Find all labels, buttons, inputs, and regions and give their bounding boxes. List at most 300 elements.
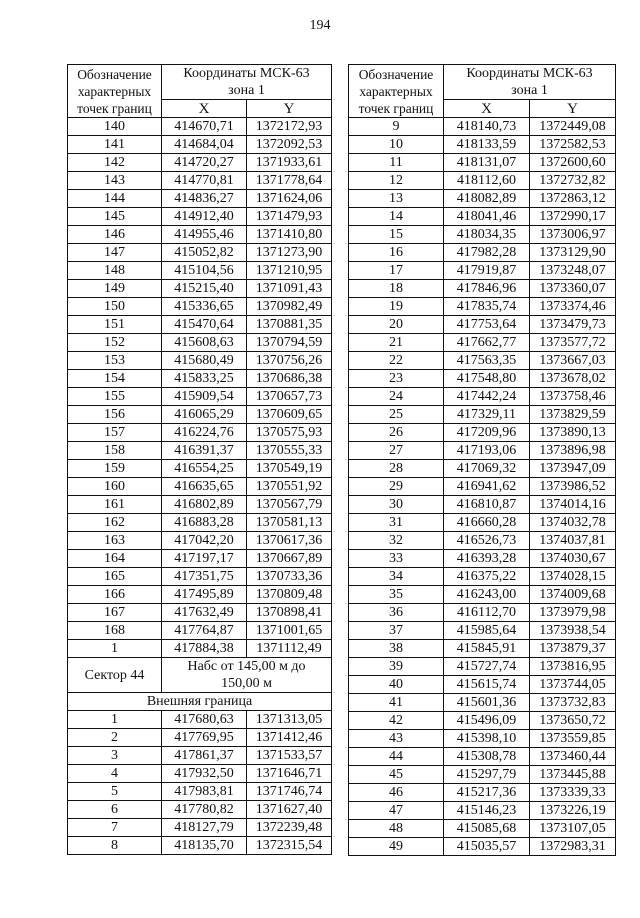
table-row xyxy=(68,514,332,532)
point-number: 1 xyxy=(68,711,162,729)
sector-name: Сектор 44 xyxy=(68,658,162,693)
coord-x: 418041,46 xyxy=(444,208,530,226)
point-number: 20 xyxy=(349,316,444,334)
table-row xyxy=(68,711,332,729)
coord-x: 416112,70 xyxy=(444,604,530,622)
coord-y: 1372449,08 xyxy=(530,118,616,136)
coord-y: 1373979,98 xyxy=(530,604,616,622)
coord-x: 417780,82 xyxy=(162,801,247,819)
coord-x: 415035,57 xyxy=(444,838,530,856)
coord-y: 1374014,16 xyxy=(530,496,616,514)
coord-y: 1370555,33 xyxy=(247,442,332,460)
point-number: 163 xyxy=(68,532,162,550)
coord-y: 1370657,73 xyxy=(247,388,332,406)
coord-y: 1373896,98 xyxy=(530,442,616,460)
coord-x: 417329,11 xyxy=(444,406,530,424)
table-row xyxy=(349,172,616,190)
coord-x: 417932,50 xyxy=(162,765,247,783)
table-row xyxy=(349,712,616,730)
coord-x: 415297,79 xyxy=(444,766,530,784)
table-row xyxy=(349,658,616,676)
point-number: 32 xyxy=(349,532,444,550)
coord-y: 1370756,26 xyxy=(247,352,332,370)
table-row xyxy=(349,190,616,208)
coord-x: 417753,64 xyxy=(444,316,530,334)
table-row xyxy=(349,640,616,658)
table-row xyxy=(68,801,332,819)
coord-y: 1373248,07 xyxy=(530,262,616,280)
coord-x: 416391,37 xyxy=(162,442,247,460)
sector-height: Набс от 145,00 м до 150,00 м xyxy=(162,658,332,693)
coord-x: 415336,65 xyxy=(162,298,247,316)
coord-x: 415985,64 xyxy=(444,622,530,640)
table-row xyxy=(68,604,332,622)
point-number: 155 xyxy=(68,388,162,406)
coord-y: 1373577,72 xyxy=(530,334,616,352)
table-row xyxy=(349,352,616,370)
coord-y: 1373667,03 xyxy=(530,352,616,370)
sector-row xyxy=(68,658,332,693)
coord-x: 416393,28 xyxy=(444,550,530,568)
point-number: 154 xyxy=(68,370,162,388)
coord-y: 1373744,05 xyxy=(530,676,616,694)
coord-y: 1370581,13 xyxy=(247,514,332,532)
header-x: X xyxy=(162,100,247,118)
coord-y: 1371001,65 xyxy=(247,622,332,640)
point-number: 25 xyxy=(349,406,444,424)
table-row xyxy=(68,550,332,568)
point-number: 10 xyxy=(349,136,444,154)
table-row xyxy=(68,424,332,442)
left-rows-bottom xyxy=(68,711,332,855)
coord-x: 418131,07 xyxy=(444,154,530,172)
table-row xyxy=(349,208,616,226)
outer-boundary-label: Внешняя граница xyxy=(68,693,332,711)
coord-y: 1370609,65 xyxy=(247,406,332,424)
coord-y: 1371646,71 xyxy=(247,765,332,783)
table-row xyxy=(349,730,616,748)
coord-y: 1373006,97 xyxy=(530,226,616,244)
point-number: 27 xyxy=(349,442,444,460)
table-row xyxy=(68,783,332,801)
table-row xyxy=(68,190,332,208)
coord-x: 415052,82 xyxy=(162,244,247,262)
table-row xyxy=(349,838,616,856)
coord-y: 1370898,41 xyxy=(247,604,332,622)
point-number: 31 xyxy=(349,514,444,532)
coord-x: 417764,87 xyxy=(162,622,247,640)
table-row xyxy=(68,352,332,370)
coord-x: 414836,27 xyxy=(162,190,247,208)
point-number: 161 xyxy=(68,496,162,514)
coord-y: 1371112,49 xyxy=(247,640,332,658)
point-number: 141 xyxy=(68,136,162,154)
coord-y: 1371746,74 xyxy=(247,783,332,801)
table-row xyxy=(349,136,616,154)
point-number: 140 xyxy=(68,118,162,136)
point-number: 34 xyxy=(349,568,444,586)
point-number: 159 xyxy=(68,460,162,478)
table-row xyxy=(349,118,616,136)
coord-y: 1370575,93 xyxy=(247,424,332,442)
point-number: 149 xyxy=(68,280,162,298)
coord-y: 1373890,13 xyxy=(530,424,616,442)
coord-y: 1372092,53 xyxy=(247,136,332,154)
coord-x: 414670,71 xyxy=(162,118,247,136)
point-number: 17 xyxy=(349,262,444,280)
coord-y: 1371933,61 xyxy=(247,154,332,172)
point-number: 3 xyxy=(68,747,162,765)
coord-x: 415104,56 xyxy=(162,262,247,280)
coord-y: 1373816,95 xyxy=(530,658,616,676)
point-number: 42 xyxy=(349,712,444,730)
point-number: 37 xyxy=(349,622,444,640)
header-point-label: Обозначение характерных точек границ xyxy=(68,65,162,118)
table-row xyxy=(68,136,332,154)
header-coordinate-system: Координаты МСК-63 зона 1 xyxy=(444,65,616,100)
table-row xyxy=(68,837,332,855)
point-number: 144 xyxy=(68,190,162,208)
point-number: 24 xyxy=(349,388,444,406)
table-row xyxy=(68,586,332,604)
table-row xyxy=(349,802,616,820)
header-coordinate-system: Координаты МСК-63 зона 1 xyxy=(162,65,332,100)
page-number: 194 xyxy=(309,18,331,33)
coord-y: 1370733,36 xyxy=(247,568,332,586)
coord-x: 417069,32 xyxy=(444,460,530,478)
table-row xyxy=(68,298,332,316)
table-row xyxy=(68,334,332,352)
coord-x: 417548,80 xyxy=(444,370,530,388)
coord-x: 417680,63 xyxy=(162,711,247,729)
table-row xyxy=(349,244,616,262)
coord-y: 1372863,12 xyxy=(530,190,616,208)
coord-x: 416375,22 xyxy=(444,568,530,586)
point-number: 167 xyxy=(68,604,162,622)
table-row xyxy=(349,820,616,838)
table-row xyxy=(68,388,332,406)
coord-y: 1373479,73 xyxy=(530,316,616,334)
point-number: 18 xyxy=(349,280,444,298)
table-row xyxy=(349,676,616,694)
coord-x: 414684,04 xyxy=(162,136,247,154)
coord-x: 417632,49 xyxy=(162,604,247,622)
table-row xyxy=(349,298,616,316)
table-row xyxy=(68,478,332,496)
point-number: 11 xyxy=(349,154,444,172)
coord-x: 417983,81 xyxy=(162,783,247,801)
coord-y: 1374030,67 xyxy=(530,550,616,568)
table-row xyxy=(68,819,332,837)
point-number: 150 xyxy=(68,298,162,316)
coord-x: 415727,74 xyxy=(444,658,530,676)
coord-y: 1371410,80 xyxy=(247,226,332,244)
coord-x: 416941,62 xyxy=(444,478,530,496)
table-row xyxy=(68,316,332,334)
coord-y: 1373339,33 xyxy=(530,784,616,802)
coord-y: 1373829,59 xyxy=(530,406,616,424)
coord-x: 416660,28 xyxy=(444,514,530,532)
point-number: 36 xyxy=(349,604,444,622)
coord-y: 1371412,46 xyxy=(247,729,332,747)
coord-y: 1373445,88 xyxy=(530,766,616,784)
table-row xyxy=(68,622,332,640)
table-row xyxy=(349,226,616,244)
table-row xyxy=(68,280,332,298)
coord-y: 1372315,54 xyxy=(247,837,332,855)
point-number: 14 xyxy=(349,208,444,226)
point-number: 22 xyxy=(349,352,444,370)
coord-x: 415601,36 xyxy=(444,694,530,712)
coord-x: 417919,87 xyxy=(444,262,530,280)
point-number: 15 xyxy=(349,226,444,244)
point-number: 160 xyxy=(68,478,162,496)
point-number: 30 xyxy=(349,496,444,514)
coord-y: 1373360,07 xyxy=(530,280,616,298)
point-number: 151 xyxy=(68,316,162,334)
coord-y: 1370551,92 xyxy=(247,478,332,496)
coord-x: 415680,49 xyxy=(162,352,247,370)
coord-y: 1373650,72 xyxy=(530,712,616,730)
coord-y: 1371533,57 xyxy=(247,747,332,765)
coord-y: 1371479,93 xyxy=(247,208,332,226)
point-number: 157 xyxy=(68,424,162,442)
table-row xyxy=(68,370,332,388)
coord-y: 1371313,05 xyxy=(247,711,332,729)
coord-y: 1371273,90 xyxy=(247,244,332,262)
point-number: 43 xyxy=(349,730,444,748)
table-row xyxy=(349,622,616,640)
table-row xyxy=(349,784,616,802)
point-number: 35 xyxy=(349,586,444,604)
coord-x: 416883,28 xyxy=(162,514,247,532)
point-number: 165 xyxy=(68,568,162,586)
table-row xyxy=(349,460,616,478)
point-number: 143 xyxy=(68,172,162,190)
point-number: 168 xyxy=(68,622,162,640)
coord-y: 1374009,68 xyxy=(530,586,616,604)
coord-y: 1372582,53 xyxy=(530,136,616,154)
coord-x: 415146,23 xyxy=(444,802,530,820)
coord-x: 414955,46 xyxy=(162,226,247,244)
coord-x: 416554,25 xyxy=(162,460,247,478)
header-x: X xyxy=(444,100,530,118)
point-number: 48 xyxy=(349,820,444,838)
table-row xyxy=(349,694,616,712)
coord-y: 1372239,48 xyxy=(247,819,332,837)
coord-y: 1371210,95 xyxy=(247,262,332,280)
coord-y: 1372983,31 xyxy=(530,838,616,856)
point-number: 166 xyxy=(68,586,162,604)
point-number: 41 xyxy=(349,694,444,712)
coordinates-table-right xyxy=(348,64,616,856)
point-number: 8 xyxy=(68,837,162,855)
point-number: 148 xyxy=(68,262,162,280)
table-row xyxy=(349,550,616,568)
table-row xyxy=(68,496,332,514)
coord-x: 418127,79 xyxy=(162,819,247,837)
point-number: 142 xyxy=(68,154,162,172)
coordinates-table-left xyxy=(67,64,332,855)
table-row xyxy=(68,244,332,262)
coord-y: 1372990,17 xyxy=(530,208,616,226)
table-row xyxy=(349,280,616,298)
point-number: 47 xyxy=(349,802,444,820)
table-row xyxy=(68,154,332,172)
coord-y: 1373226,19 xyxy=(530,802,616,820)
coord-y: 1370686,38 xyxy=(247,370,332,388)
coord-x: 417884,38 xyxy=(162,640,247,658)
coord-y: 1370809,48 xyxy=(247,586,332,604)
table-row xyxy=(349,316,616,334)
point-number: 29 xyxy=(349,478,444,496)
table-row xyxy=(68,208,332,226)
coord-y: 1374032,78 xyxy=(530,514,616,532)
table-row xyxy=(68,262,332,280)
table-row xyxy=(349,766,616,784)
point-number: 153 xyxy=(68,352,162,370)
coord-x: 415470,64 xyxy=(162,316,247,334)
point-number: 28 xyxy=(349,460,444,478)
point-number: 33 xyxy=(349,550,444,568)
table-row xyxy=(349,262,616,280)
point-number: 2 xyxy=(68,729,162,747)
table-row xyxy=(349,586,616,604)
coord-x: 415398,10 xyxy=(444,730,530,748)
table-row xyxy=(349,388,616,406)
coord-y: 1373129,90 xyxy=(530,244,616,262)
coord-x: 417662,77 xyxy=(444,334,530,352)
coord-x: 417209,96 xyxy=(444,424,530,442)
table-row xyxy=(349,568,616,586)
point-number: 156 xyxy=(68,406,162,424)
coord-x: 417495,89 xyxy=(162,586,247,604)
point-number: 162 xyxy=(68,514,162,532)
coord-y: 1373879,37 xyxy=(530,640,616,658)
point-number: 39 xyxy=(349,658,444,676)
coord-x: 417835,74 xyxy=(444,298,530,316)
coord-x: 417982,28 xyxy=(444,244,530,262)
coord-x: 418082,89 xyxy=(444,190,530,208)
coord-x: 414912,40 xyxy=(162,208,247,226)
table-row xyxy=(349,154,616,172)
coord-x: 417861,37 xyxy=(162,747,247,765)
coord-y: 1370549,19 xyxy=(247,460,332,478)
coord-y: 1374037,81 xyxy=(530,532,616,550)
coord-x: 418140,73 xyxy=(444,118,530,136)
point-number: 147 xyxy=(68,244,162,262)
point-number: 40 xyxy=(349,676,444,694)
coord-y: 1370881,35 xyxy=(247,316,332,334)
coord-x: 414720,27 xyxy=(162,154,247,172)
outer-boundary-row xyxy=(68,693,332,711)
point-number: 44 xyxy=(349,748,444,766)
coord-y: 1373947,09 xyxy=(530,460,616,478)
coord-x: 417442,24 xyxy=(444,388,530,406)
coord-x: 417769,95 xyxy=(162,729,247,747)
header-y: Y xyxy=(530,100,616,118)
header-y: Y xyxy=(247,100,332,118)
coord-x: 416526,73 xyxy=(444,532,530,550)
coord-x: 418112,60 xyxy=(444,172,530,190)
coord-x: 415845,91 xyxy=(444,640,530,658)
coord-x: 417846,96 xyxy=(444,280,530,298)
coord-x: 415496,09 xyxy=(444,712,530,730)
point-number: 5 xyxy=(68,783,162,801)
point-number: 4 xyxy=(68,765,162,783)
point-number: 6 xyxy=(68,801,162,819)
coord-y: 1373986,52 xyxy=(530,478,616,496)
coord-x: 416224,76 xyxy=(162,424,247,442)
point-number: 23 xyxy=(349,370,444,388)
point-number: 9 xyxy=(349,118,444,136)
table-row xyxy=(349,496,616,514)
point-number: 49 xyxy=(349,838,444,856)
coord-y: 1373758,46 xyxy=(530,388,616,406)
point-number: 152 xyxy=(68,334,162,352)
table-row xyxy=(349,748,616,766)
point-number: 13 xyxy=(349,190,444,208)
coord-x: 418133,59 xyxy=(444,136,530,154)
table-row xyxy=(349,334,616,352)
coord-y: 1373678,02 xyxy=(530,370,616,388)
coord-y: 1373107,05 xyxy=(530,820,616,838)
coord-y: 1371627,40 xyxy=(247,801,332,819)
table-row xyxy=(68,765,332,783)
table-row xyxy=(68,640,332,658)
coord-y: 1371624,06 xyxy=(247,190,332,208)
header-point-label: Обозначение характерных точек границ xyxy=(349,65,444,118)
right-rows xyxy=(349,118,616,856)
point-number: 45 xyxy=(349,766,444,784)
coord-x: 416635,65 xyxy=(162,478,247,496)
coord-y: 1373374,46 xyxy=(530,298,616,316)
table-row xyxy=(68,118,332,136)
coord-x: 415608,63 xyxy=(162,334,247,352)
coord-x: 415308,78 xyxy=(444,748,530,766)
coord-y: 1373559,85 xyxy=(530,730,616,748)
coord-y: 1371091,43 xyxy=(247,280,332,298)
coord-x: 416243,00 xyxy=(444,586,530,604)
coord-x: 415217,36 xyxy=(444,784,530,802)
coord-y: 1372172,93 xyxy=(247,118,332,136)
table-row xyxy=(68,747,332,765)
table-row xyxy=(68,460,332,478)
coord-y: 1371778,64 xyxy=(247,172,332,190)
table-row xyxy=(349,406,616,424)
point-number: 158 xyxy=(68,442,162,460)
point-number: 19 xyxy=(349,298,444,316)
coord-x: 415833,25 xyxy=(162,370,247,388)
coord-y: 1373938,54 xyxy=(530,622,616,640)
table-row xyxy=(68,568,332,586)
table-row xyxy=(349,370,616,388)
left-rows-top xyxy=(68,118,332,658)
point-number: 7 xyxy=(68,819,162,837)
point-number: 12 xyxy=(349,172,444,190)
coord-y: 1370567,79 xyxy=(247,496,332,514)
point-number: 164 xyxy=(68,550,162,568)
coord-x: 418034,35 xyxy=(444,226,530,244)
coord-x: 417042,20 xyxy=(162,532,247,550)
coord-y: 1374028,15 xyxy=(530,568,616,586)
coord-y: 1370667,89 xyxy=(247,550,332,568)
point-number: 1 xyxy=(68,640,162,658)
coord-x: 417193,06 xyxy=(444,442,530,460)
point-number: 46 xyxy=(349,784,444,802)
table-row xyxy=(349,478,616,496)
coord-x: 414770,81 xyxy=(162,172,247,190)
